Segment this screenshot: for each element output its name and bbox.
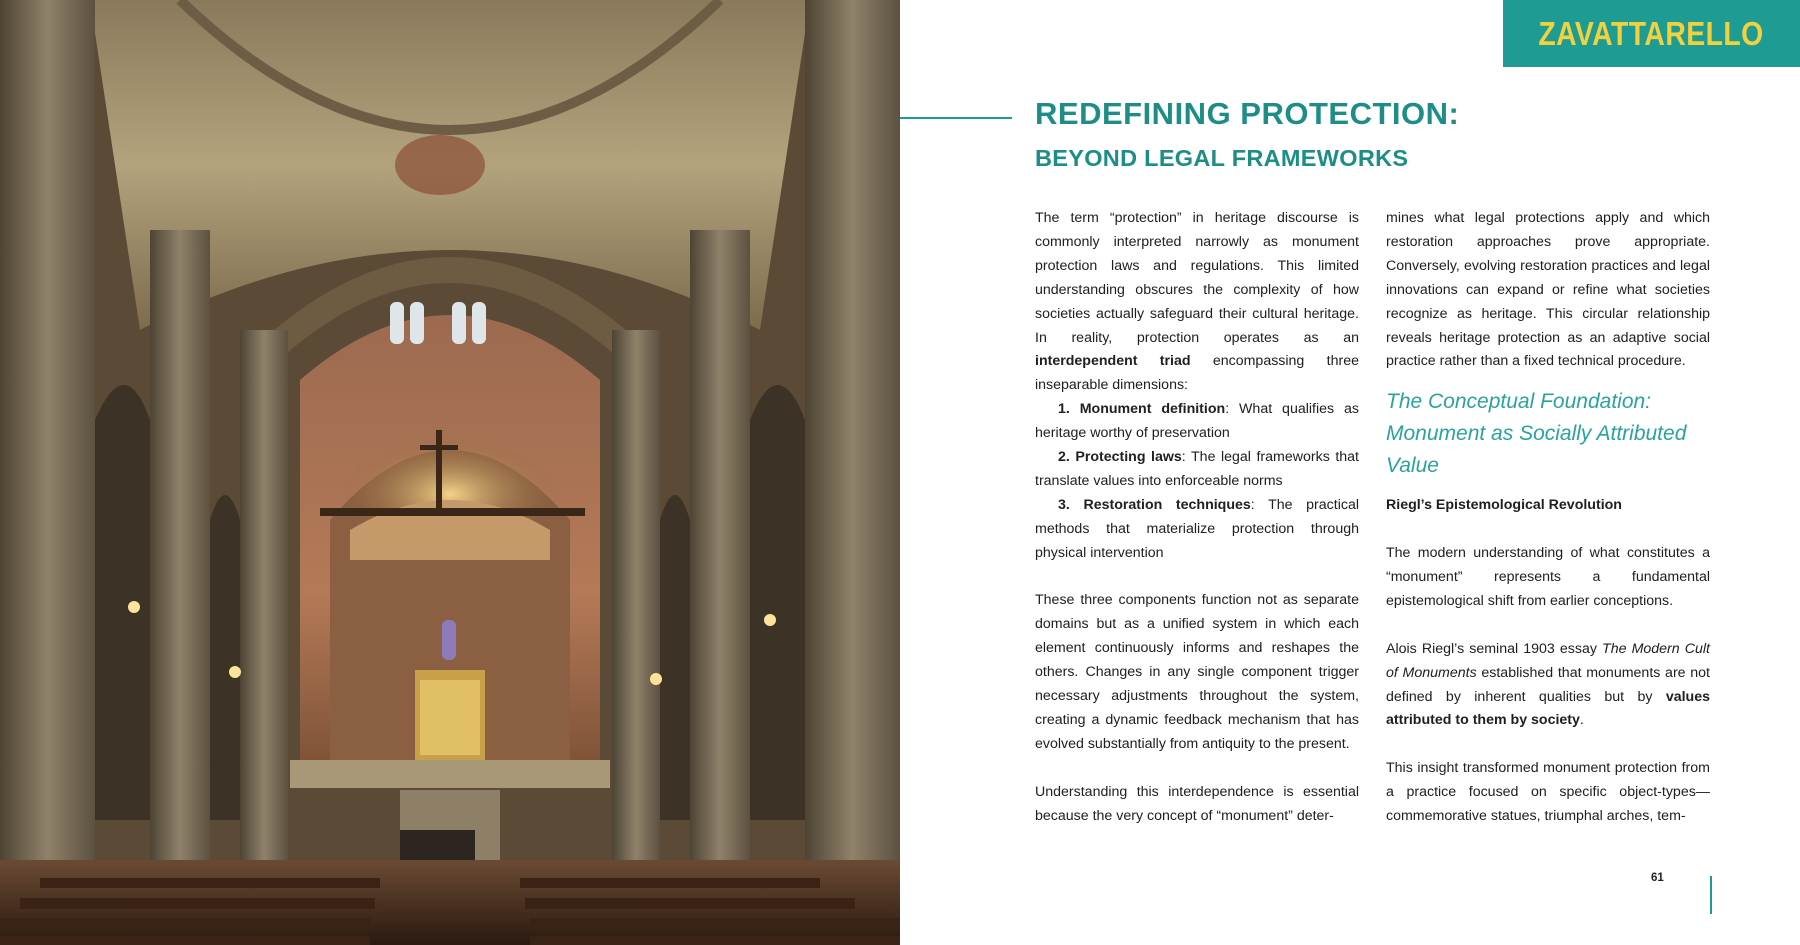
interdependence-paragraph: Understanding this interdependence is essential because the very concept of “monument” deter-	[1035, 783, 1359, 824]
section-heading: The Conceptual Foundation: Monument as Socially Attributed Value	[1386, 390, 1687, 478]
insight-paragraph: This insight transformed monument protection from a practice focused on specific object-types—commemorative statues, triumphal arches, tem-	[1386, 760, 1710, 825]
brand-name: ZAVATTARELLO	[1538, 14, 1765, 52]
riegl-paragraph	[1386, 638, 1710, 734]
list-item-text: : The practical methods that materialize protection through physical intervention	[1035, 496, 1359, 561]
list-item-text: : What qualifies as heritage worthy of preservation	[1035, 401, 1359, 442]
title-rule	[900, 117, 1012, 119]
list-item-monument-definition	[1035, 398, 1359, 446]
text-page	[900, 0, 1800, 945]
page-number-rule	[1710, 876, 1712, 914]
text-column-2	[1386, 207, 1710, 829]
riegl-text-end: .	[1579, 712, 1584, 729]
page-title: REDEFINING PROTECTION:	[1035, 96, 1460, 131]
intro-text: The term “protection” in heritage discourse is commonly interpreted narrowly as monument protection laws and regulations. This limited understanding obscures the complexity of how societies actually safeguard their cultural heritage. In reality, protection operates as an	[1035, 210, 1359, 346]
subsection-heading: Riegl’s Epistemological Revolution	[1386, 497, 1622, 514]
continuation-paragraph: mines what legal protections apply and which restoration approaches prove appropriate. Conversely, evolving restoration practices and legal innovations can expand or refine what societies recognize as heritage. This circular relationship reveals heritage protection as an adaptive social practice rather than a fixed technical procedure.	[1386, 210, 1710, 370]
list-item-label: 3. Restoration techniques	[1058, 496, 1251, 513]
essay-title: The Modern Cult of Monuments	[1386, 640, 1710, 681]
riegl-emphasis: values attributed to them by society	[1386, 688, 1710, 729]
riegl-text-mid: established that monuments are not defined by inherent qualities but by	[1386, 664, 1710, 705]
page-number: 61	[1651, 872, 1664, 884]
text-column-1	[1035, 207, 1359, 829]
list-item-restoration-techniques	[1035, 494, 1359, 566]
system-paragraph: These three components function not as separate domains but as a unified system in which each element continuously informs and reshapes the others. Changes in any single component trigger necessary adjustments throughout the system, creating a dynamic feedback mechanism that has evolved substantially from antiquity to the present.	[1035, 592, 1359, 752]
intro-emphasis: interdependent triad	[1035, 353, 1191, 370]
list-item-label: 2. Protecting laws	[1058, 449, 1182, 466]
intro-text-end: encompassing three inseparable dimensions:	[1035, 353, 1359, 394]
list-item-protecting-laws	[1035, 446, 1359, 494]
list-item-label: 1. Monument definition	[1058, 401, 1226, 418]
intro-paragraph	[1035, 207, 1359, 398]
page-subtitle: BEYOND LEGAL FRAMEWORKS	[1035, 145, 1409, 171]
riegl-text: Alois Riegl’s seminal 1903 essay	[1386, 640, 1603, 657]
list-item-text: : The legal frameworks that translate values into enforceable norms	[1035, 449, 1359, 489]
modern-understanding-paragraph: The modern understanding of what constitutes a “monument” represents a fundamental epistemological shift from earlier conceptions.	[1386, 545, 1710, 609]
brand-tab	[1503, 0, 1800, 67]
